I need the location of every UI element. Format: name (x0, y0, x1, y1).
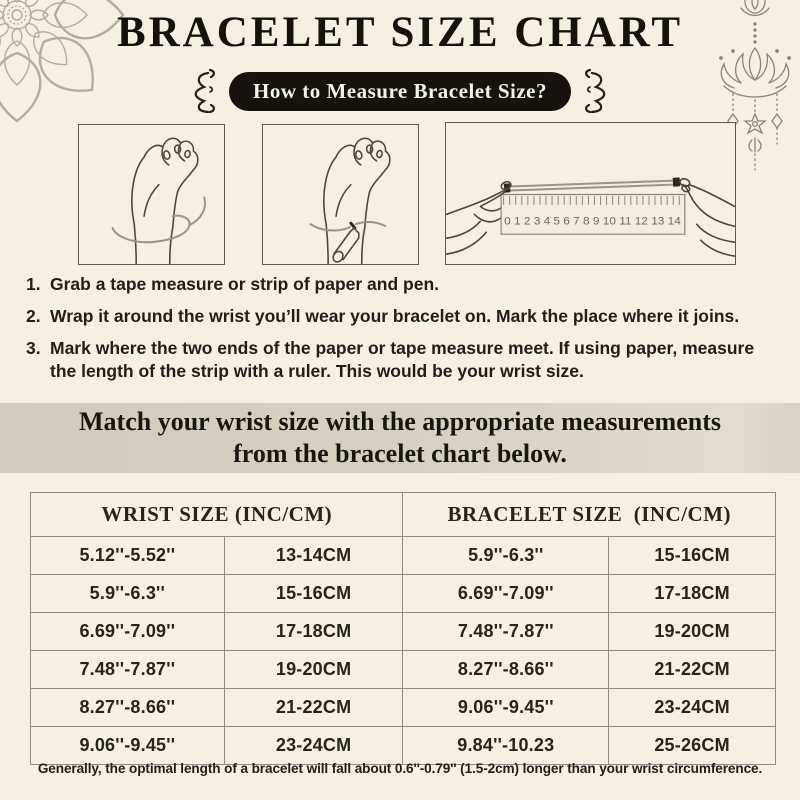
step-3 (26, 337, 782, 383)
wrist-size-header: WRIST SIZE (INC/CM) (31, 493, 403, 537)
table-header-row (31, 493, 776, 537)
bracelet-inch: 8.27''-8.66'' (403, 651, 609, 689)
table-row (31, 537, 776, 575)
table-row (31, 575, 776, 613)
measure-steps (26, 273, 782, 392)
step-2 (26, 305, 782, 328)
wrist-inch: 7.48''-7.87'' (31, 651, 225, 689)
hands-with-ruler-icon (446, 123, 735, 264)
wrist-inch: 8.27''-8.66'' (31, 689, 225, 727)
step-3-number: 3. (26, 338, 41, 359)
table-row (31, 727, 776, 765)
table-row (31, 689, 776, 727)
footnote: Generally, the optimal length of a bracelet will fall about 0.6''-0.79'' (1.5-2cm) longer than your wrist circumference. (37, 761, 763, 776)
hand-with-pen-icon (263, 125, 418, 264)
bracelet-inch: 7.48''-7.87'' (403, 613, 609, 651)
wrist-inch: 9.06''-9.45'' (31, 727, 225, 765)
flourish-right-icon (584, 68, 616, 114)
step-1-text: Grab a tape measure or strip of paper and pen. (50, 274, 439, 294)
table-row (31, 651, 776, 689)
ruler-numbers: 0 1 2 3 4 5 6 7 8 9 10 11 12 13 14 (504, 215, 682, 228)
bracelet-cm: 23-24CM (609, 689, 776, 727)
banner-text: Match your wrist size with the appropriate measurements from the bracelet chart below. (79, 407, 721, 468)
illustration-wrap-tape (78, 124, 225, 265)
hand-with-tape-icon (79, 125, 224, 264)
illustration-mark-pen (262, 124, 419, 265)
bracelet-cm: 19-20CM (609, 613, 776, 651)
wrist-inch: 6.69''-7.09'' (31, 613, 225, 651)
bracelet-cm: 21-22CM (609, 651, 776, 689)
bracelet-cm: 25-26CM (609, 727, 776, 765)
bracelet-size-header: BRACELET SIZE (INC/CM) (403, 493, 776, 537)
wrist-cm: 19-20CM (224, 651, 403, 689)
wrist-cm: 15-16CM (224, 575, 403, 613)
table-row (31, 613, 776, 651)
wrist-inch: 5.12''-5.52'' (31, 537, 225, 575)
flourish-left-icon (184, 68, 216, 114)
step-1-number: 1. (26, 274, 41, 294)
wrist-inch: 5.9''-6.3'' (31, 575, 225, 613)
step-2-text: Wrap it around the wrist you’ll wear your bracelet on. Mark the place where it joins. (50, 306, 740, 327)
bracelet-inch: 9.84''-10.23 (403, 727, 609, 765)
step-3-text: Mark where the two ends of the paper or tape measure meet. If using paper, measure the length of the strip with a ruler. This would be your wrist size. (50, 338, 755, 382)
wrist-cm: 17-18CM (224, 613, 403, 651)
bracelet-inch: 6.69''-7.09'' (403, 575, 609, 613)
illustration-ruler-measure (445, 122, 736, 265)
bracelet-cm: 17-18CM (609, 575, 776, 613)
size-chart-table (30, 492, 776, 765)
step-1 (26, 273, 782, 296)
step-2-number: 2. (26, 306, 41, 327)
how-to-measure-badge: How to Measure Bracelet Size? (229, 72, 571, 111)
badge-row (0, 68, 800, 114)
bracelet-inch: 5.9''-6.3'' (403, 537, 609, 575)
page-title: BRACELET SIZE CHART (116, 9, 684, 56)
match-size-banner (0, 403, 800, 473)
wrist-cm: 13-14CM (224, 537, 403, 575)
bracelet-inch: 9.06''-9.45'' (403, 689, 609, 727)
bracelet-cm: 15-16CM (609, 537, 776, 575)
wrist-cm: 21-22CM (224, 689, 403, 727)
wrist-cm: 23-24CM (224, 727, 403, 765)
